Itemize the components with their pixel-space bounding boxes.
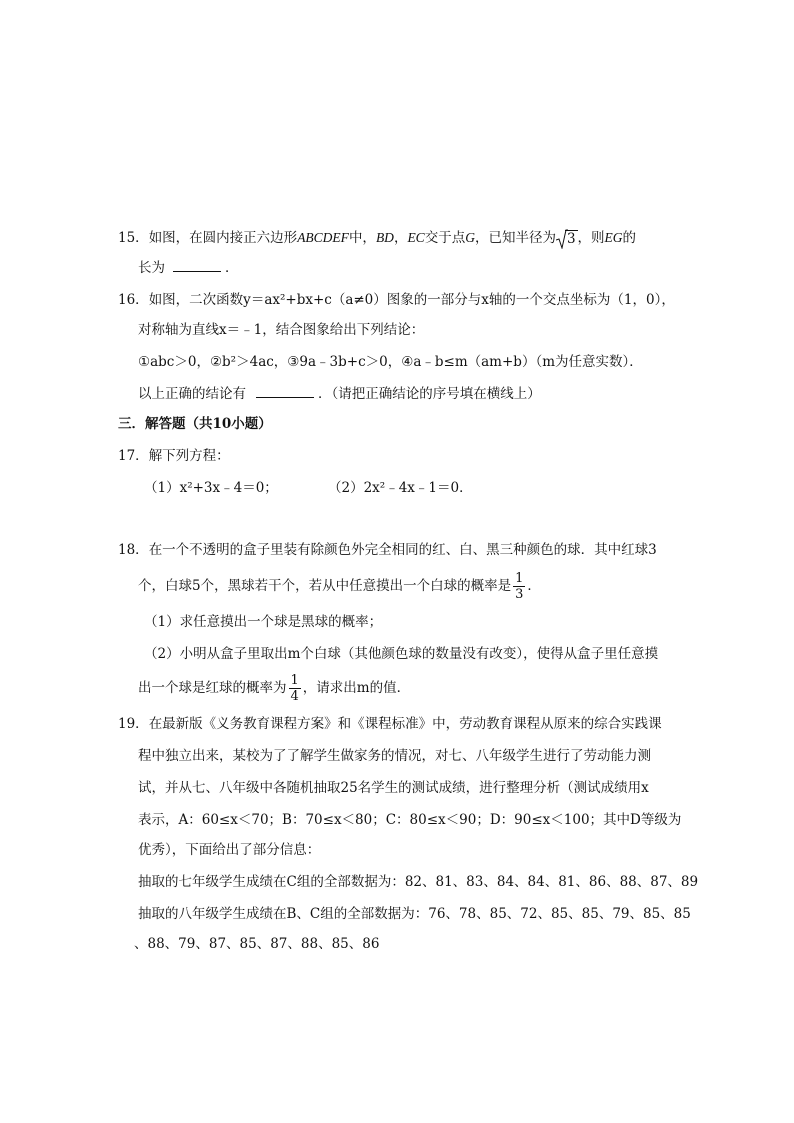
q18-sub2-line1: （2）小明从盒子里取出m个白球（其他颜色球的数量没有改变），使得从盒子里任意摸 — [144, 646, 659, 662]
q19-line5: 优秀），下面给出了部分信息： — [138, 842, 321, 858]
sqrt-three: 3 — [556, 229, 578, 249]
answer-blank[interactable] — [256, 385, 314, 398]
fraction-one-quarter: $\frac{1}{4}$ — [290, 673, 299, 704]
q17-line1: 17．解下列方程： — [118, 448, 230, 464]
q17-eq2: （2）2x²﹣4x﹣1＝0． — [328, 480, 473, 496]
q19-line3: 试，并从七、八年级中各随机抽取25名学生的测试成绩，进行整理分析（测试成绩用x — [138, 780, 649, 796]
q19-line2: 程中独立出来，某校为了了解学生做家务的情况，对七、八年级学生进行了劳动能力测 — [138, 748, 651, 764]
q19-number: 19． — [118, 716, 149, 732]
q16-line4: 以上正确的结论有 ．（请把正确结论的序号填在横线上） — [138, 386, 541, 402]
q18-sub1: （1）求任意摸出一个球是黑球的概率； — [144, 614, 383, 630]
q18-line2: 个，白球5个，黑球若干个，若从中任意摸出一个白球的概率是 $\frac{1}{3}$ ． — [138, 571, 541, 602]
q16-line1: 16．如图，二次函数y＝ax²+bx+c（a≠0）图象的一部分与x轴的一个交点坐标为（1，0）， — [118, 292, 675, 308]
q19-line8: 、88、79、87、85、87、88、85、86 — [134, 936, 380, 952]
section-heading: 三．解答题（共10小题） — [118, 416, 272, 432]
q18-sub2-line2: 出一个球是红球的概率为 $\frac{1}{4}$ ，请求出m的值． — [138, 673, 411, 704]
q19-line7: 抽取的八年级学生成绩在B、C组的全部数据为：76、78、85、72、85、85、79、85、85 — [138, 906, 691, 922]
q16-line3: ①abc＞0，②b²＞4ac，③9a﹣3b+c＞0，④a﹣b≤m（am+b）（m为任意实数）． — [138, 354, 643, 370]
answer-blank[interactable] — [173, 259, 221, 272]
q15-number: 15． — [118, 230, 149, 246]
q15-line1: 15．如图，在圆内接正六边形ABCDEF中，BD，EC交于点G，已知半径为 3 ，则EG的 — [118, 230, 637, 247]
q15-line2: 长为 ． — [138, 260, 239, 276]
q17-eq1: （1）x²+3x﹣4＝0； — [144, 480, 278, 496]
q18-line1: 18．在一个不透明的盒子里装有除颜色外完全相同的红、白、黑三种颜色的球．其中红球3 — [118, 542, 657, 558]
q19-line6: 抽取的七年级学生成绩在C组的全部数据为：82、81、83、84、84、81、86、88、87、89 — [138, 874, 699, 890]
q19-line1: 19．在最新版《义务教育课程方案》和《课程标准》中，劳动教育课程从原来的综合实践课 — [118, 716, 662, 732]
q16-line2: 对称轴为直线x＝﹣1，结合图象给出下列结论： — [138, 322, 425, 338]
q18-number: 18． — [118, 542, 149, 558]
q17-number: 17． — [118, 448, 149, 464]
q16-number: 16． — [118, 292, 149, 308]
fraction-one-third: $\frac{1}{3}$ — [515, 571, 524, 602]
q19-line4: 表示，A：60≤x＜70；B：70≤x＜80；C：80≤x＜90；D：90≤x＜100；其中D等级为 — [138, 812, 682, 828]
